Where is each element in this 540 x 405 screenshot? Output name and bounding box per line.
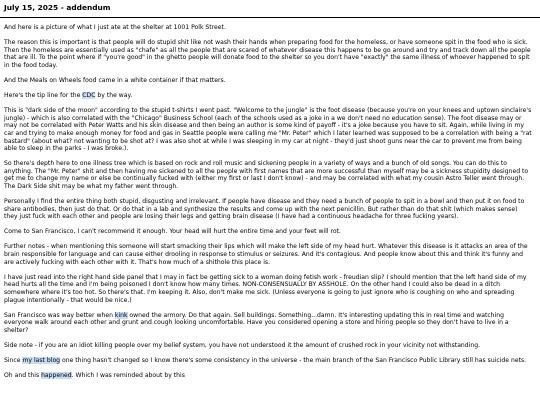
paragraph-text: I have just read into the right hand side panel that I may in fact be getting sick to a woman doing fetish work - freudian slip? I should mention that the left hand side of my head hurts all the time and I'm being poisoned I don't know how many times. NON-CONSENSUALLY BY ASSHOLE. On the other hand I could also be dead in a ditch somewhere where it's too hot. So there's that. I'm keeping it. Also, don't make me sick. (Unless everyone is going to just ignore who is coughing on who and spreading plague intentionally - that would be nice.) [4, 273, 527, 304]
paragraph-text: Oh and this [4, 372, 42, 380]
paragraph-text: . Which I was reminded about by this [71, 372, 185, 380]
paragraph-text: This is "dark side of the moon" according to the stupid t-shirts I went past. "Welcome to the jungle" is the foot disease (because you're on your knees and uptown sinclaire's jungle) - which is also correlated with the "Chicago" Business School (each of the schools used as a joke in a we don't need no education sense). The foot disease may or may not be correlated with Peter Watts and his skin disease and then being an author is some kind of payoff - it's a joke because you have to sit. Again, while living in my car and trying to make enough money for food and gas in Seattle people were calling me "Mr. Peter" which I later learned was supposed to be a correlation with being a "rat bastard" (about what? not wanting to be shot at? I was also shot at while I was sleeping in my car at night - they'd just shoot guns near the car to prevent me from being able to sleep in the parks - I was broke.). [4, 107, 532, 153]
paragraph-text: Since [4, 357, 23, 364]
paragraph [4, 77, 532, 85]
paragraph [4, 107, 532, 153]
paragraph-text: Here's the tip line for the [4, 92, 83, 100]
paragraph-text: by the way. [95, 92, 133, 100]
paragraph-text: one thing hasn't changed so I know there's some consistency in the universe - the main branch of the San Francisco Public Library still has suicide nets. [60, 357, 527, 364]
hyperlink[interactable]: CDC [82, 92, 96, 100]
paragraph [4, 372, 532, 380]
hyperlink[interactable]: kink [114, 311, 128, 319]
hyperlink[interactable]: happened [41, 372, 72, 380]
paragraph-text: San Francisco was way better when [4, 311, 115, 319]
document-body [4, 24, 532, 387]
title-bar [0, 0, 540, 18]
paragraph-text: Come to San Francisco, I can't recommend it enough. Your head will hurt the entire time and your feet will rot. [4, 228, 341, 236]
paragraph [4, 342, 532, 350]
paragraph [4, 312, 532, 335]
paragraph-text: The reason this is important is that people will do stupid shit like not wash their hands when preparing food for the homeless, or have someone spit in the food who is sick. Then the homeless are essentially used as "chafe" as all the people that are scared of whatever disease this happens to be go around and try and track down all the people that are ill. To the point where if "you're good" in the ghetto people will donate food to the shelter so you don't have "exactly" the same illness of whoever happened to spit in the food today. [4, 39, 531, 69]
paragraph-text: Side note - if you are an idiot killing people over my belief system, you have not understood it the amount of crushed rock in your vicinity not withstanding. [4, 341, 481, 349]
paragraph [4, 198, 532, 221]
paragraph [4, 357, 532, 365]
hyperlink[interactable]: my last blog [22, 357, 61, 364]
paragraph [4, 92, 532, 100]
paragraph [4, 24, 532, 32]
paragraph-text: And here is a picture of what I just ate at the shelter at 1001 Polk Street. [4, 24, 226, 31]
paragraph-text: So there's depth here to one illness tree which is based on rock and roll music and sickening people in a variety of ways and a bunch of old songs. You can do this to anything. The "Mr. Peter" shit and then having me sickened to all the people with first names that are more successful than myself may be a sickness stupidity designed to get me to change my name or else be continually fucked with (either my first or last I don't know) - and may be correlated with what my cousin Astro Teller went through. The Dark Side shit may be what my father went through. [4, 160, 529, 190]
paragraph [4, 39, 532, 69]
paragraph-text: owned the armory. Do that again. Sell buildings. Something...damn. It's interesting updating this in real time and watching everyone walk around each other and grunt and cough looking uncomfortable. Have you considered opening a store and hiring people so they don't have to live in a shelter? [4, 311, 509, 334]
page-title: July 15, 2025 - addendum [4, 3, 111, 12]
paragraph-text: Personally I find the entire thing both stupid, disgusting and irrelevant. If people have disease and they need a bunch of people to spit in a bowl and then put it on food to share antibodies, then just do that. Or do that in a lab and synthesize the results and come up with the next penicillin. But rather than do that shit (which makes sense) they just fuck with each other and people are losing their legs and getting brain disease (I have had a continuous headache for three fucking years). [4, 198, 525, 221]
paragraph [4, 160, 532, 190]
paragraph-text: Further notes - when mentioning this someone will start smacking their lips which will make the left side of my head hurt. Whatever this disease is it attacks an area of the brain responsible for language and can cause either drooling in response to stimulus or seizures. And it's contagious. And people know about this and think it's funny and are actively fucking with each other with it. That's how much of a shithole this place is. [4, 243, 528, 266]
paragraph [4, 228, 532, 236]
paragraph [4, 243, 532, 266]
paragraph-text: And the Meals on Wheels food came in a white container if that matters. [4, 76, 226, 84]
paragraph [4, 274, 532, 304]
